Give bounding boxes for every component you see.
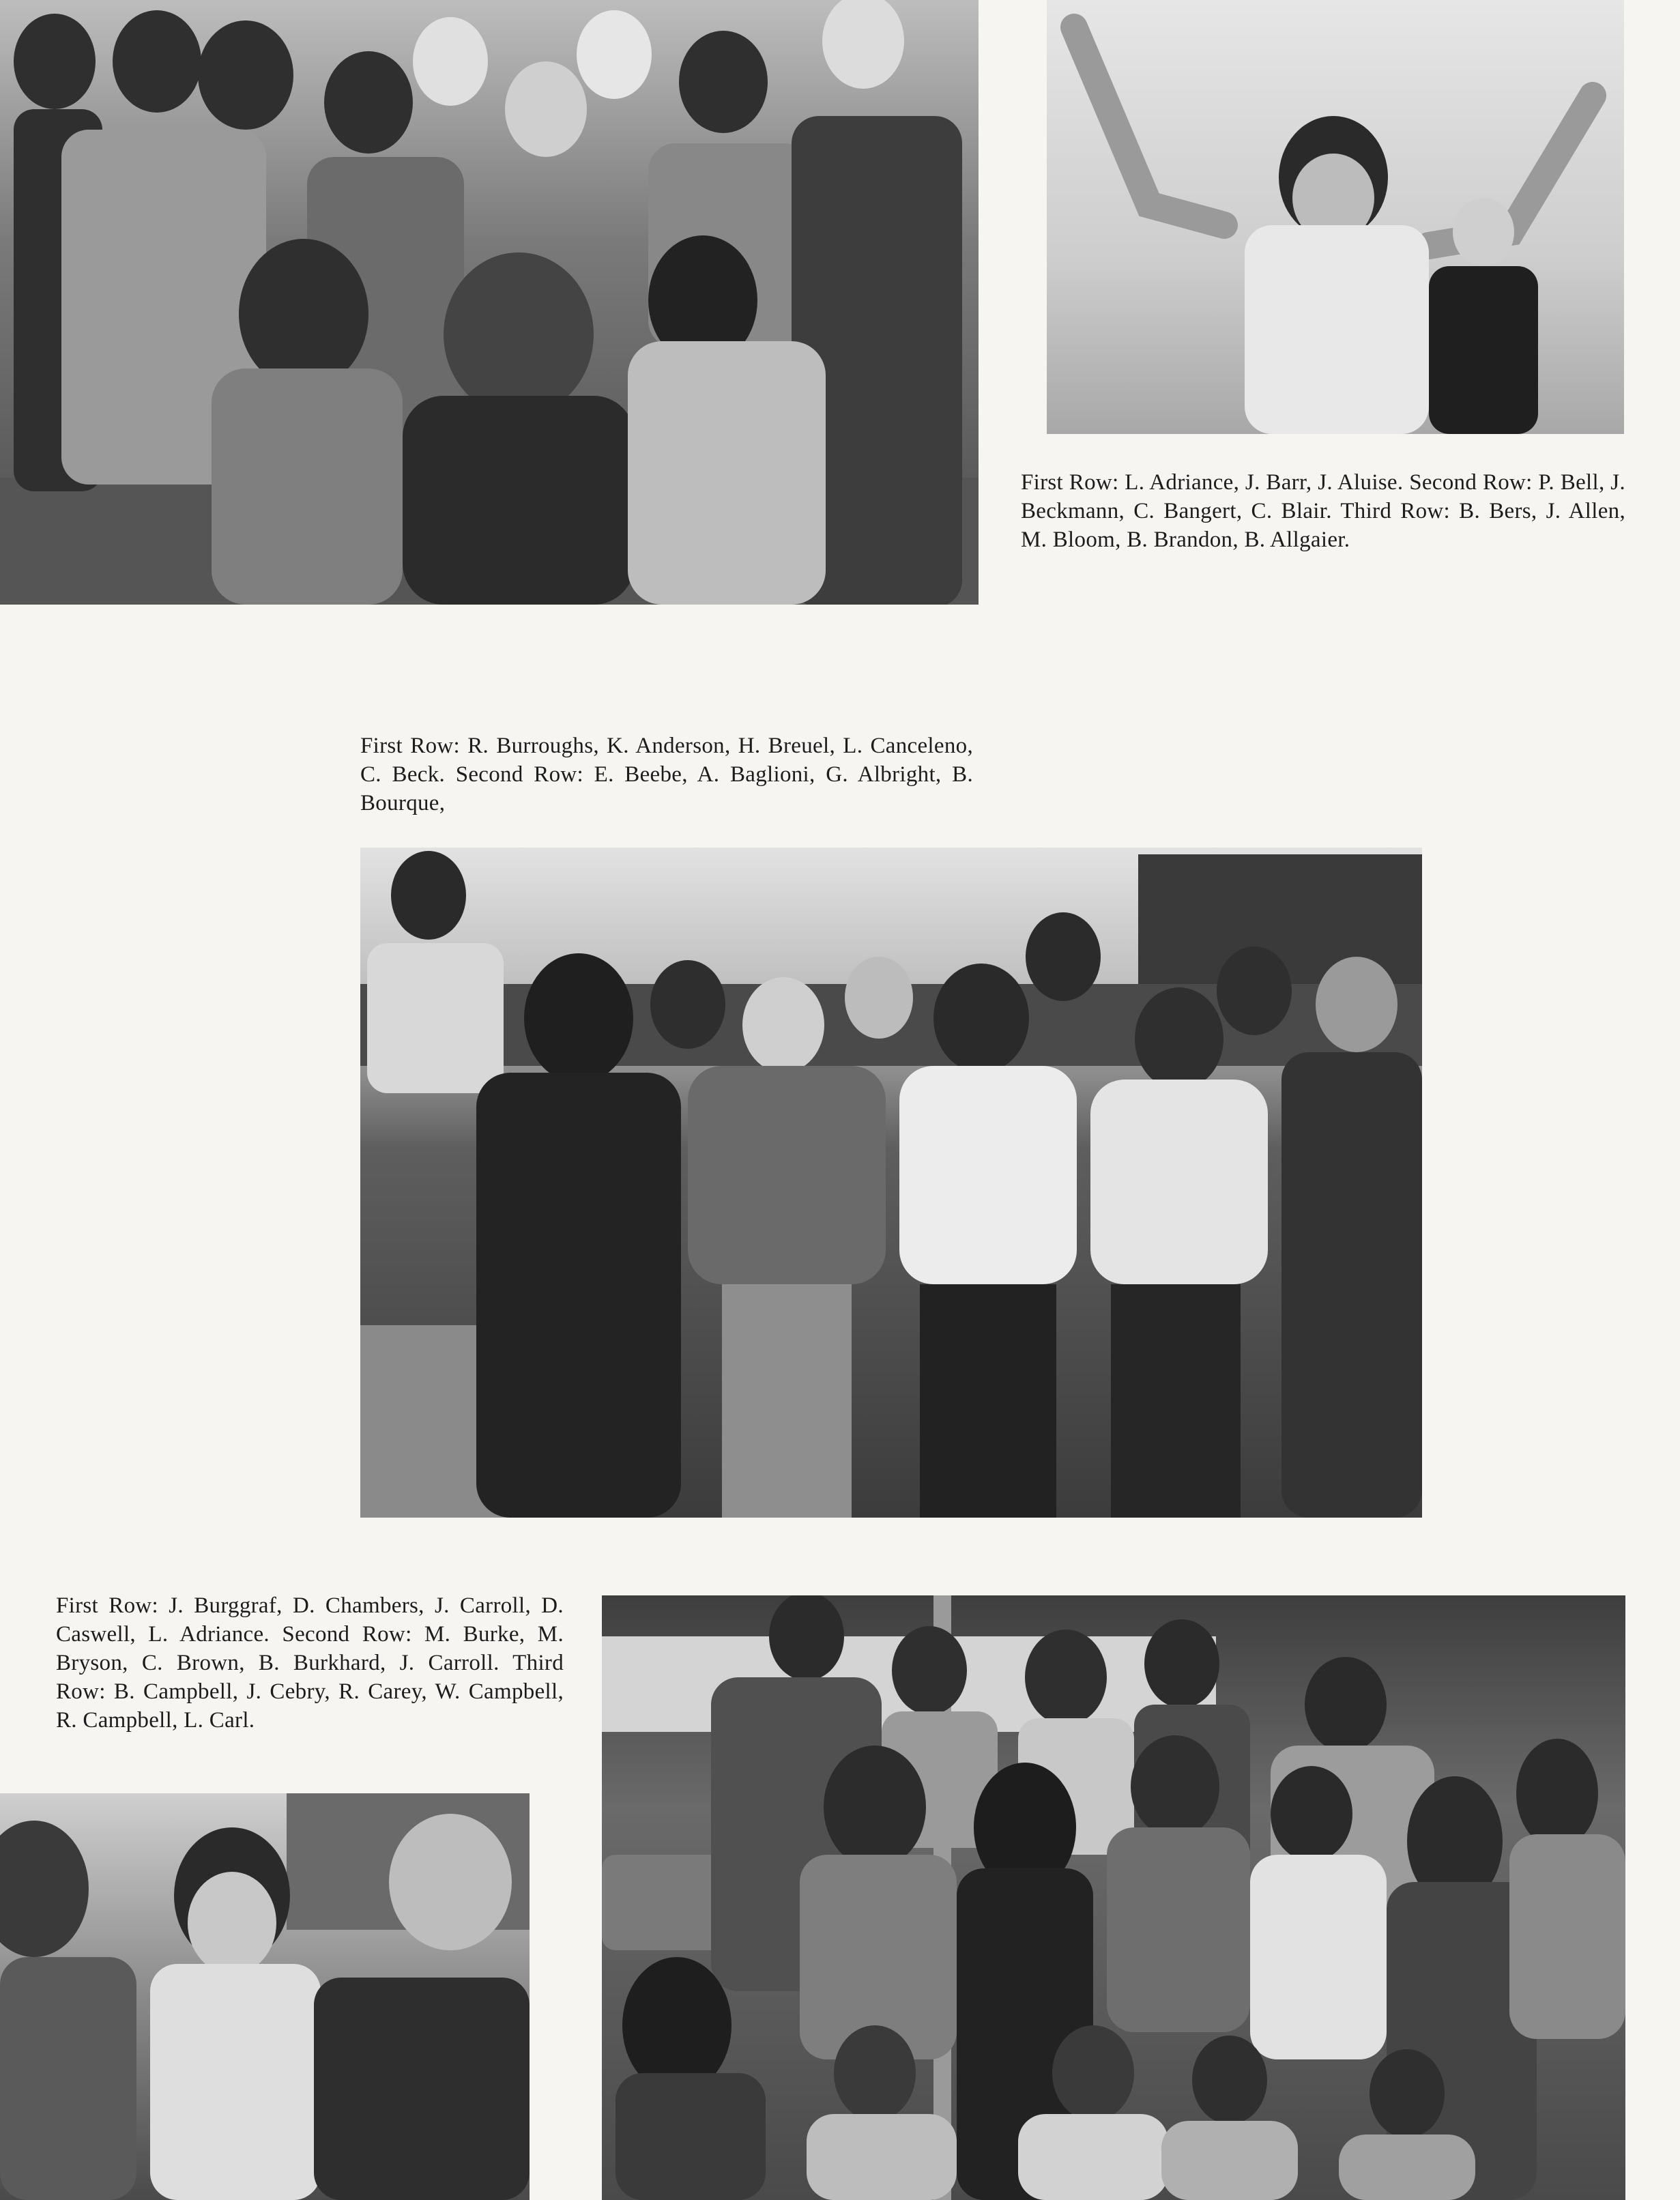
caption-middle	[360, 732, 973, 817]
candid-photo-top-right	[1047, 0, 1624, 434]
caption-middle-text: First Row: R. Burroughs, K. Anderson, H. Breuel, L. Canceleno, C. Beck. Second Row: E. Beebe, A. Baglioni, G. Albright, B. Bourque,	[360, 734, 973, 815]
caption-bottom-left	[56, 1591, 564, 1735]
group-photo-bottom-right	[602, 1595, 1625, 2200]
group-photo-middle	[360, 848, 1422, 1518]
caption-bottom-left-text: First Row: J. Burggraf, D. Chambers, J. Carroll, D. Caswell, L. Adriance. Second Row: M. Burke, M. Bryson, C. Brown, B. Burkhard, J. Carroll. Third Row: B. Campbell, J. Cebry, R. Carey, W. Campbell, R. Campbell, L. Carl.	[56, 1593, 564, 1733]
caption-top-right	[1021, 468, 1625, 554]
group-photo-top-left	[0, 0, 979, 605]
caption-top-right-text: First Row: L. Adriance, J. Barr, J. Aluise. Second Row: P. Bell, J. Beckmann, C. Bangert, C. Blair. Third Row: B. Bers, J. Allen, M. Bloom, B. Brandon, B. Allgaier.	[1021, 470, 1625, 552]
candid-photo-bottom-left	[0, 1793, 530, 2200]
